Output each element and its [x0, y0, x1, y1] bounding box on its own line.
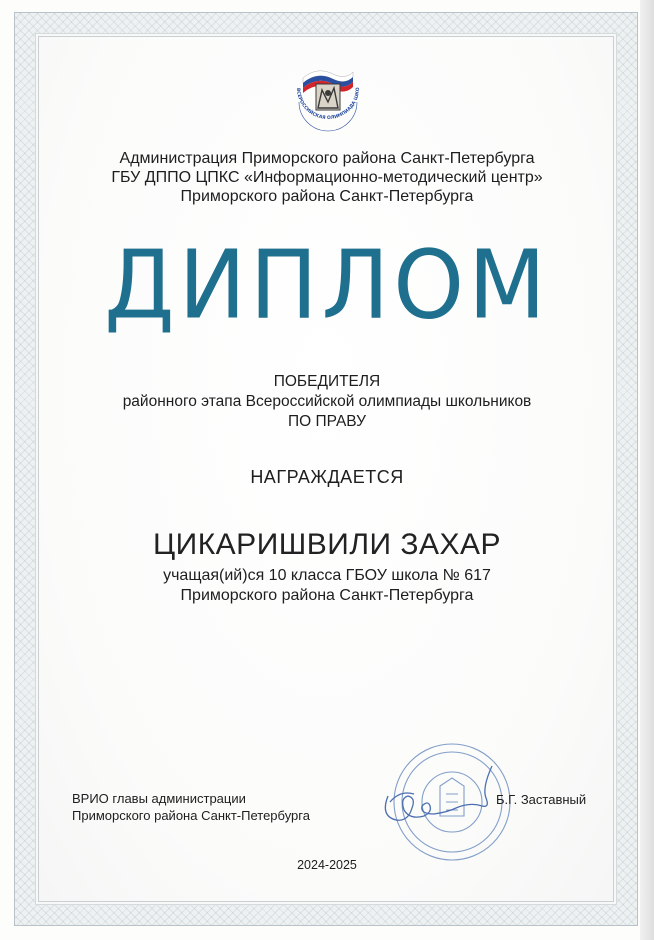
- recipient-district: Приморского района Санкт-Петербурга: [180, 587, 474, 604]
- logo-arc-text: ВСЕРОССИЙСКАЯ ОЛИМПИАДА ШКО: [294, 87, 362, 122]
- award-subject: ПО ПРАВУ: [288, 413, 366, 430]
- issuer-line-2: ГБУ ДППО ЦПКС «Информационно-методический центр»: [111, 169, 543, 186]
- signatory-position-line-1: ВРИО главы администрации: [72, 791, 246, 806]
- issuer-header: [60, 149, 594, 206]
- award-category: [60, 372, 594, 432]
- award-level: ПОБЕДИТЕЛЯ: [273, 373, 381, 390]
- issuer-line-1: Администрация Приморского района Санкт-Петербурга: [119, 150, 535, 167]
- olympiad-emblem-icon: [289, 62, 367, 138]
- signatory-name: Б.Г. Заставный: [496, 792, 587, 807]
- recipient-details: [60, 566, 594, 606]
- signatory-position-line-2: Приморского района Санкт-Петербурга: [72, 808, 310, 823]
- recipient-name: ЦИКАРИШВИЛИ ЗАХАР: [152, 528, 502, 561]
- awarded-label: НАГРАЖДАЕТСЯ: [250, 467, 404, 487]
- academic-year: 2024-2025: [297, 858, 357, 872]
- scan-edge: [640, 0, 654, 940]
- signatory-position: [72, 790, 310, 824]
- issuer-line-3: Приморского района Санкт-Петербурга: [180, 188, 474, 205]
- diploma-title: ДИПЛОМ: [104, 230, 550, 341]
- recipient-school: учащая(ий)ся 10 класса ГБОУ школа № 617: [163, 567, 491, 584]
- award-stage: районного этапа Всероссийской олимпиады школьников: [122, 393, 532, 410]
